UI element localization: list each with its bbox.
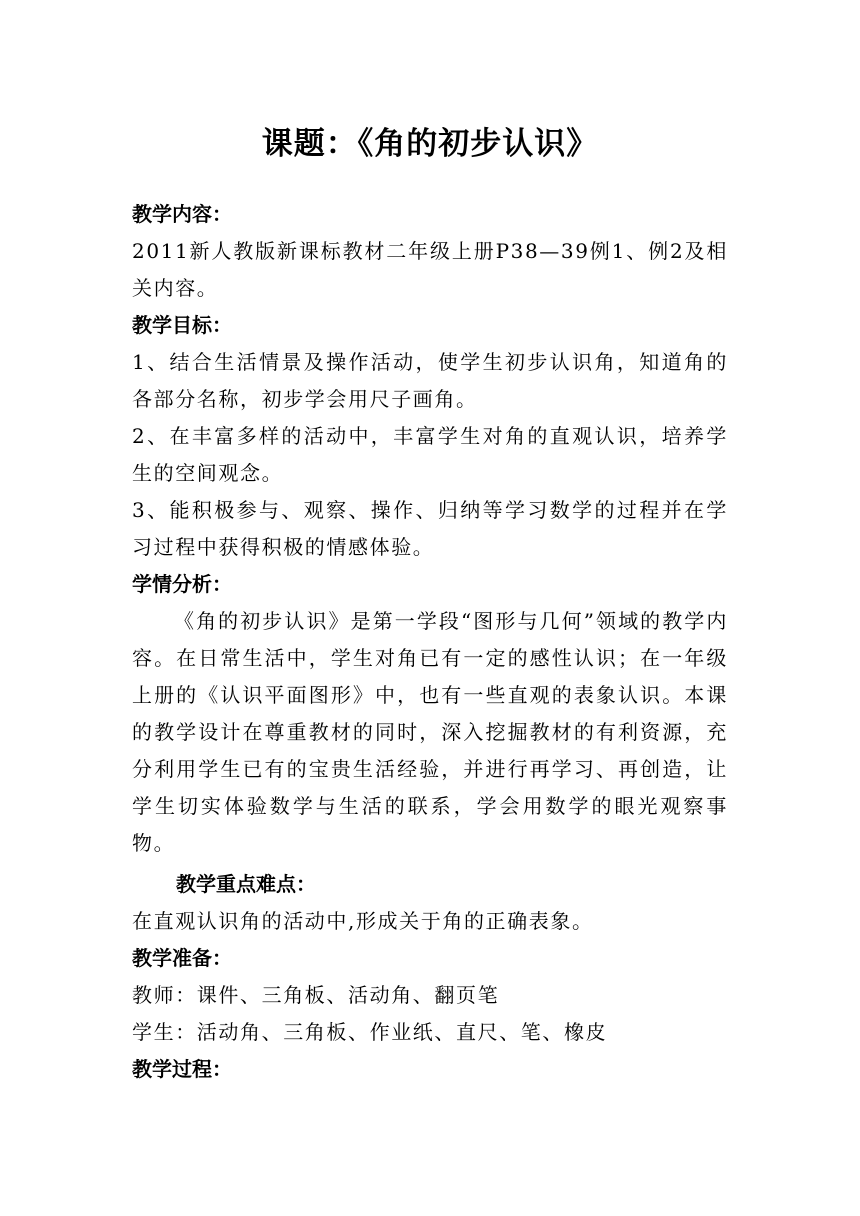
key-points-heading: 教学重点难点： <box>176 872 316 896</box>
section-preparation <box>132 940 728 1051</box>
preparation-student: 学生：活动角、三角板、作业纸、直尺、笔、橡皮 <box>132 1020 608 1044</box>
objective-item: 1、结合生活情景及操作活动，使学生初步认识角，知道角的各部分名称，初步学会用尺子画角。 <box>132 350 728 411</box>
section-analysis <box>132 566 728 862</box>
section-key-points <box>132 866 728 940</box>
content-text: 2011新人教版新课标教材二年级上册P38—39例1、例2及相关内容。 <box>132 239 728 300</box>
preparation-heading: 教学准备： <box>132 946 232 970</box>
preparation-teacher: 教师：课件、三角板、活动角、翻页笔 <box>132 983 500 1007</box>
key-points-text: 在直观认识角的活动中,形成关于角的正确表象。 <box>132 909 594 933</box>
process-heading: 教学过程： <box>132 1057 232 1081</box>
analysis-heading: 学情分析： <box>132 572 232 596</box>
analysis-text: 《角的初步认识》是第一学段“图形与几何”领域的教学内容。在日常生活中，学生对角已有一定的感性认识；在一年级上册的《认识平面图形》中，也有一些直观的表象认识。本课的教学设计在尊重教材的同时，深入挖掘教材的有利资源，充分利用学生已有的宝贵生活经验，并进行再学习、再创造，让学生切实体验数学与生活的联系，学会用数学的眼光观察事物。 <box>132 609 728 855</box>
lesson-title: 课题：《角的初步认识》 <box>261 126 599 162</box>
content-heading: 教学内容： <box>132 202 232 226</box>
objectives-heading: 教学目标： <box>132 313 232 337</box>
objective-item: 3、能积极参与、观察、操作、归纳等学习数学的过程并在学习过程中获得积极的情感体验。 <box>132 498 728 559</box>
objective-item: 2、在丰富多样的活动中，丰富学生对角的直观认识，培养学生的空间观念。 <box>132 424 728 485</box>
document-page <box>132 118 728 1088</box>
section-content <box>132 196 728 307</box>
section-objectives <box>132 307 728 566</box>
section-process <box>132 1051 728 1088</box>
